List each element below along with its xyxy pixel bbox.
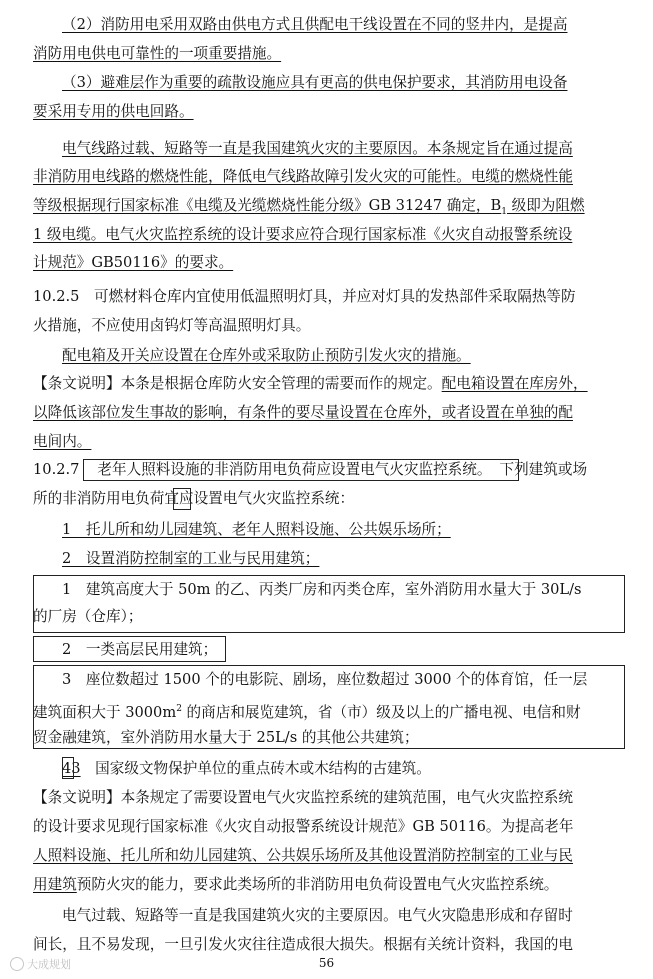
clause-heading (33, 460, 623, 480)
text-span: 用建筑 (33, 876, 77, 893)
item-number: 43 (62, 760, 81, 777)
text-line (33, 196, 623, 222)
text-span: 建筑面积大于 3000m (33, 703, 177, 721)
text-line: 以降低该部位发生事故的影响，有条件的要尽量设置在仓库外，或者设置在单独的配 (33, 404, 573, 421)
watermark-text: 大成规划 (27, 958, 71, 971)
text-line: 消防用电供电可靠性的一项重要措施。 (33, 45, 282, 62)
text-line (33, 374, 623, 394)
text-span: 配电箱设置在库房外， (441, 375, 588, 392)
list-item: 2 一类高层民用建筑； (62, 641, 218, 658)
subscript: 1 (501, 206, 507, 217)
text-line: 间长，且不易发现，一旦引发火灾往往造成很大损失。根据有关统计资料，我国的电 (33, 936, 573, 953)
text-line (33, 699, 623, 723)
text-line: 贸金融建筑，室外消防用水量大于 25L/s 的其他公共建筑； (33, 729, 419, 746)
text-line: 电气线路过载、短路等一直是我国建筑火灾的主要原因。本条规定旨在通过提高 (62, 140, 573, 157)
page-number: 56 (318, 956, 335, 970)
superscript: 2 (176, 704, 182, 714)
list-item: 2 设置消防控制室的工业与民用建筑； (62, 550, 320, 567)
list-item (62, 759, 623, 779)
clause-number: 10.2.7 (33, 461, 80, 478)
text-line (33, 875, 623, 895)
text-span: 宜 (164, 490, 179, 507)
text-span: 所的非消防用电负荷 (33, 490, 165, 507)
text-line: 的设计要求见现行国家标准《火灾自动报警系统设计规范》GB 50116。为提高老年 (33, 818, 574, 835)
text-line: （3）避难层作为重要的疏散设施应具有更高的供电保护要求，其消防用电设备 (62, 74, 568, 91)
text-line: 人照料设施、托儿所和幼儿园建筑、公共娱乐场所及其他设置消防控制室的工业与民 (33, 847, 573, 864)
text-span: 应设置电气火灾监控系统： (178, 490, 355, 507)
text-line: 火措施，不应使用卤钨灯等高温照明灯具。 (33, 317, 311, 334)
text-line (33, 489, 623, 509)
text-span: 国家级文物保护单位的重点砖木或木结构的古建筑。 (80, 760, 431, 777)
text-span: 下列建筑或场 (499, 461, 588, 478)
text-span: 级即为阻燃 (506, 197, 585, 214)
text-span: 预防火灾的能力，要求此类场所的非消防用电负荷设置电气火灾监控系统。 (76, 876, 559, 893)
text-line: 要采用专用的供电回路。 (33, 103, 194, 120)
text-span: 等级根据现行国家标准《电缆及光缆燃烧性能分级》GB 31247 确定，B (33, 197, 502, 214)
clause-heading: 10.2.5 可燃材料仓库内宜使用低温照明灯具，并应对灯具的发热部件采取隔热等防 (33, 288, 576, 305)
text-line: 的厂房（仓库）； (33, 608, 143, 625)
list-item: 1 托儿所和幼儿园建筑、老年人照料设施、公共娱乐场所； (62, 521, 451, 538)
text-line: 电气过载、短路等一直是我国建筑火灾的主要原因。电气火灾隐患形成和存留时 (62, 907, 573, 924)
text-line: （2）消防用电采用双路由供电方式且供配电干线设置在不同的竖井内，是提高 (62, 16, 568, 33)
text-line: 1 级电缆。电气火灾监控系统的设计要求应符合现行国家标准《火灾自动报警系统设 (33, 226, 573, 243)
list-item: 3 座位数超过 1500 个的电影院、剧场，座位数超过 3000 个的体育馆，任一层 (62, 671, 588, 688)
text-line: 计规范》GB50116》的要求。 (33, 254, 234, 271)
text-span: 老年人照料设施的非消防用电负荷应设置电气火灾监控系统。 (97, 461, 492, 478)
text-span: 的商店和展览建筑，省（市）级及以上的广播电视、电信和财 (181, 703, 581, 721)
text-line: 非消防用电线路的燃烧性能，降低电气线路故障引发火灾的可能性。电缆的燃烧性能 (33, 168, 573, 185)
list-item: 1 建筑高度大于 50m 的乙、丙类厂房和丙类仓库，室外消防用水量大于 30L/s (62, 581, 582, 598)
text-line: 配电箱及开关应设置在仓库外或采取防止预防引发火灾的措施。 (62, 347, 471, 364)
text-span: 【条文说明】本条是根据仓库防火安全管理的需要而作的规定。 (33, 375, 442, 392)
text-line: 【条文说明】本条规定了需要设置电气火灾监控系统的建筑范围，电气火灾监控系统 (33, 789, 573, 806)
text-line: 电间内。 (33, 433, 92, 450)
